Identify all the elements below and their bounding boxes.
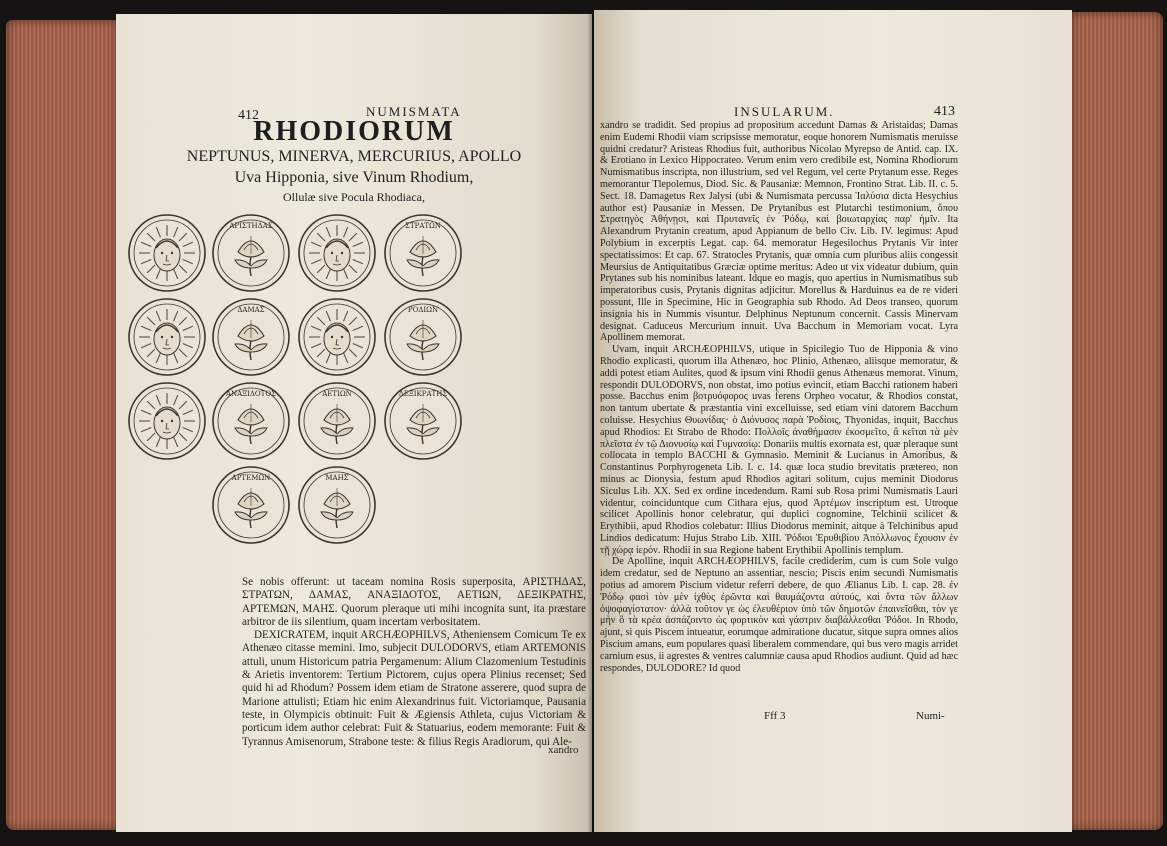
page-title: RHODIORUM	[253, 116, 455, 147]
paragraph: Se nobis offerunt: ut taceam nomina Rosis superposita, ΑΡΙΣΤΗΔΑΣ, ΣΤΡΑΤΩΝ, ΔΑΜΑΣ, ΑΝΑΞΙΔΟΤΟΣ, ΑΕΤΙΩΝ, ΔΕΞΙΚΡΑΤΗΣ, ΑΡΤΕΜΩΝ, ΜΑΗΣ. Quorum pleraque uti mihi incognita sunt, ita præstare arbitror de iis silentium, quam incertam verbositatem.	[242, 576, 586, 628]
coin-engraving	[210, 380, 292, 462]
coin-legend: ΔΕΞΙΚΡΑΤΗΣ	[398, 390, 448, 398]
coin-engraving	[296, 464, 378, 546]
coin-legend: ΡΟΔΙΩΝ	[407, 306, 439, 314]
coin-legend: ΔΑΜΑΣ	[237, 306, 265, 314]
paragraph: DEXICRATEM, inquit ARCHÆOPHILVS, Atheniensem Comicum Te ex Athenæo citasse memini. Imo, subjecit DULODORVS, etiam ARTEMONIS attuli, unum Historicum patria Pergamenum: Alium Clazomenium Testudinis & Arietis inventorem: Tertium Pictorem, cujus opera Plinius recenset; Sed quid hi ad Rhodum? Possem idem etiam de Stratone asserere, quod supra de Marione attulisti; Etiam hic enim Alexandrinus fuit. Victoriamque, Pausania teste, in Olympicis obtinuit: Fuit & Ægiensis Athleta, cujus Victoriam & porticum idem author celebrat: Fuit & Statuarius, eodem memorante: Fuit & Tyrannus Amisenorum, Strabone teste: & filius Regis Aradiorum, qui Ale-	[242, 629, 586, 748]
left-body	[242, 576, 586, 749]
coin-engraving	[296, 296, 378, 378]
page-number-right: 413	[934, 104, 955, 119]
coin-engraving	[382, 380, 464, 462]
running-head-right: INSULARUM.	[734, 104, 835, 119]
signature-mark: Fff 3	[764, 710, 786, 722]
coin-legend: ΑΕΤΙΩΝ	[322, 390, 352, 398]
coin-engraving	[126, 380, 208, 462]
coin-legend: ΑΝΑΞΙΔΟΤΟΣ	[225, 390, 277, 398]
coin-legend: ΑΡΤΕΜΩΝ	[231, 474, 271, 482]
paragraph: xandro se tradidit. Sed propius ad propositum accedunt Damas & Aristaidas; Damas enim Eudemi Rhodii viam scripsisse memoratur, eoque honorem Numismatis meruisse quidni credatur? Aristeas Rhodius fuit, authoribus Nicolao Myrepso de Antid. cap. IX. & Erotiano in Lexico Hippocrateo. Verum enim vero credibile est, Nomina Rhodiorum Numismatibus inscripta, non illustrium, sed vel Regum, vel certe Prytanum esse. Reges memorantur Tlepolemus, Diod. Sic. & Pausaniæ: Memnon, Frontino Strat. Lib. II. c. 5. Sect. 18. Damagetus Rex Jalysi (ubi & Numismata percussa Ἰαλύσια dicta Hesychius author est) Pausaniæ in Messen. De Prytanibus est Plutarchi testimonium, ὅπου Στρατηγὸς Ἀθήνῃσι, καὶ Πρυτανεῖς ἐν Ῥόδῳ, καὶ βοιωταρχίας παρ' ἡμῖν. Ita Alexandrum Prytanin creatum, apud Appianum de bello Civ. Lib. IV. legimus: Apud Polybium in excerptis Legat. cap. 64. memoratur Hegesilochus Prytanis Vir inter spectatissimos: Et cap. 67. Stratocles Prytanis, quæ omnia cum pluribus aliis congessit Meursius de Antiquitatibus Græciæ optime meritus: Adeo ut vix videatur dubium, quin Prytanes sub his nominibus lateant. Idque eo magis, quo apertius in Numismatibus sub imperatoribus cusis, Prytanis dignitas adjicitur. Morellus & Harduinus ea de re videri possunt, Ille in Specimine, Hic in Geographia sub Rhodo. Ad Deos transeo, quorum insignia his in Nummis visuntur. Delphinus Neptunum concernit. Cassis Minervam designat. Caduceus Mercurium innuit. Uva Bacchum in Memoriam vocat. Lyra Apollinem memorat.	[600, 120, 958, 344]
coin-engraving	[296, 212, 378, 294]
coin-engraving	[210, 296, 292, 378]
coin-engraving	[296, 380, 378, 462]
title-subtitle: NEPTUNUS, MINERVA, MERCURIUS, APOLLO	[186, 148, 522, 165]
right-body	[600, 120, 958, 674]
paragraph: De Apolline, inquit ARCHÆOPHILVS, facile crediderim, cum is cum Sole vulgo idem credatur, sed de Neptuno an assentiar, nescio; Piscis enim secundi Numismatis potius ad amorem Piscium videtur referri debere, de quo Ælianus Lib. I. cap. 28. ἐν Ῥόδῳ φασὶ τὸν μὲν ἰχθὺς ἐρῶντα καὶ θαυμάζοντα αὐτούς, καὶ ὄντα τῶν ἄλλων ὀψοφαγίστατον· ἀλλὰ τοῦτον γε ὡς ἐλευθέριον ὑπὸ τῶν δημοτῶν ἐπαινεῖσθαι, τὸν γε μὴν ὃ τὰ κρέα ἀσπάζοιντο ὡς φορτικὸν καὶ γάστριν διαβάλλεσθαι Ῥόδοι. In Rhodo, ajunt, si quis Piscem intueatur, eorumque admiratione ducatur, sitque supra omnes alios Piscium amans, eum populares quasi liberalem commendare, qui bus vero magis arridet carnium esus, ii agrestes & ventres calumniæ causa apud Rhodios audiunt. Quid ad hæc respondes, DULODORE? Id quod	[600, 556, 958, 674]
title-line3: Uva Hipponia, sive Vinum Rhodium,	[234, 169, 474, 186]
coin-legend: ΑΡΙΣΤΗΔΑΣ	[229, 222, 273, 230]
page-number-left: 412	[238, 108, 259, 123]
catchword-left: xandro	[548, 744, 579, 756]
right-page	[594, 10, 1072, 832]
coin-engraving	[382, 296, 464, 378]
paragraph: Uvam, inquit ARCHÆOPHILVS, utique in Spicilegio Tuo de Hipponia & vino Rhodio explicasti, quorum illa Athenæo, hoc Plinio, Athenæo, aliisque memoratur, & addi potest etiam Aulites, quod & ipsum vini Rhodii genus Athenæus memorat. Vinum, respondit DULODORVS, non obstat, imo potius evincit, etiam Bacchi rationem haberi posse. Bacchus enim βοτρυόφορος uvas ferens Orpheo vocatur, & Rhodios constat, non tantum ubertate & præstantia vini excelluisse, sed etiam vini datorem Bacchum coluisse. Hesychius Θυωνίδας· ὁ Διόνυσος παρὰ Ῥοδίοις, Thyonidas, inquit, Bacchus apud Rhodios: Et Strabo de Rhodo: Πολλοῖς ἀναθήμασιν ἐκοσμεῖτο, ἃ κεῖται τὰ μὲν πλεῖστα ἐν τῷ Διονυσίῳ καὶ Γυμνασίῳ: Donariis multis exornata est, quæ pleraque sunt collocata in templo BACCHI & Gymnasio. Meminit & Lucianus in Amoribus, & Constantinus Porphyrogeneta Lib. I. c. 14. quæ loca studio brevitatis prætereo, non minus ac Dionysia, festum apud Rhodios agitari solitum, cujus meminit Diodorus Siculus Lib. XX. Sed ex ordine incedendum. Rami sub Rosa primi Numismatis Lauri videntur, coinciduntque cum Cithara ejus, quod Ἀρτέμων inscriptum est. Utroque scilicet Apollinis honor celebratur, qui duplici cognomine, Telchinii scilicet & Erythibii, apud Rhodios colebatur: Illius Diodorus meminit, aitque à Telchinibus apud Lindios dedicatum: Hujus Strabo Lib. XIII. Ῥόδιοι Ἐρυθιβίου Ἀπόλλωνος ἔχουσιν ἐν τῇ χώρᾳ ἱερόν. Rhodii in sua Regione habent Erythibii Apollinis templum.	[600, 344, 958, 556]
running-head-left: NUMISMATA	[366, 104, 462, 119]
coin-engraving	[126, 296, 208, 378]
left-page-edges	[6, 20, 118, 830]
coin-legend: ΣΤΡΑΤΩΝ	[405, 222, 441, 230]
coin-engraving	[126, 212, 208, 294]
coin-engraving	[382, 212, 464, 294]
right-page-edges	[1071, 12, 1163, 830]
catchword-right: Numi-	[916, 710, 945, 722]
title-line4: Ollulæ sive Pocula Rhodiaca,	[283, 190, 425, 204]
coin-engraving	[210, 212, 292, 294]
coin-legend: ΜΑΗΣ	[325, 474, 349, 482]
coin-plate	[126, 200, 566, 560]
coin-engraving	[210, 464, 292, 546]
